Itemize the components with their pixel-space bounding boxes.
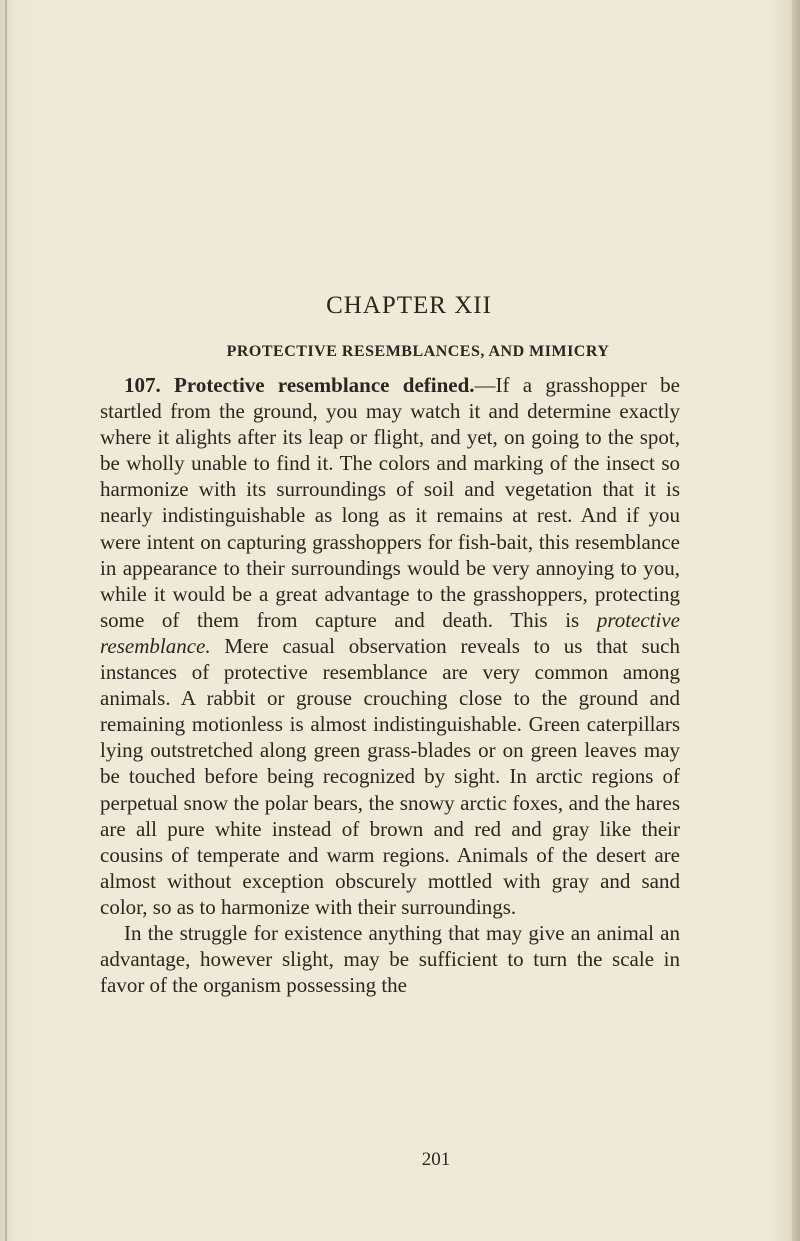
gutter-line — [5, 0, 7, 1241]
paragraph-1 — [100, 372, 680, 920]
page-number: 201 — [421, 1149, 451, 1170]
paragraph-2: In the struggle for existence anything that may give an animal an advantage, however slight, may be sufficient to turn the scale in favor of the organism possessing the — [100, 920, 680, 998]
chapter-title: CHAPTER XII — [326, 292, 492, 319]
page-edge — [792, 0, 800, 1241]
paragraph-text-part-1: —If a grasshopper be startled from the ground, you may watch it and determine exactly where it alights after its leap or flight, and yet, on going to the spot, be wholly unable to find it. The colors and marking of the insect so harmonize with its surroundings of soil and vegetation that it is nearly indistinguishable as long as it remains at rest. And if you were intent on capturing grasshoppers for fish-bait, this resemblance in appearance to their surroundings would be very annoying to you, while it would be a great advantage to the grasshoppers, protecting some of them from capture and death. This is — [100, 373, 680, 632]
section-number: 107. — [124, 373, 161, 397]
section-heading: Protective resemblance defined. — [174, 373, 475, 397]
italic-term: protective resemblance. — [100, 607, 680, 658]
chapter-subtitle: PROTECTIVE RESEMBLANCES, AND MIMICRY — [226, 343, 610, 360]
paragraph-text-part-2: Mere casual observation reveals to us that such instances of protective resemblance are very common among animals. A rabbit or grouse crouching close to the ground and remaining motionless is almost indistinguishable. Green caterpillars lying outstretched along green grass-blades or on green leaves may be touched before being recognized by sight. In arctic regions of perpetual snow the polar bears, the snowy arctic foxes, and the hares are all pure white instead of brown and red and gray like their cousins of temperate and warm regions. Animals of the desert are almost without exception obscurely mottled with gray and sand color, so as to harmonize with their surroundings. — [100, 633, 680, 919]
body-text — [100, 372, 680, 998]
